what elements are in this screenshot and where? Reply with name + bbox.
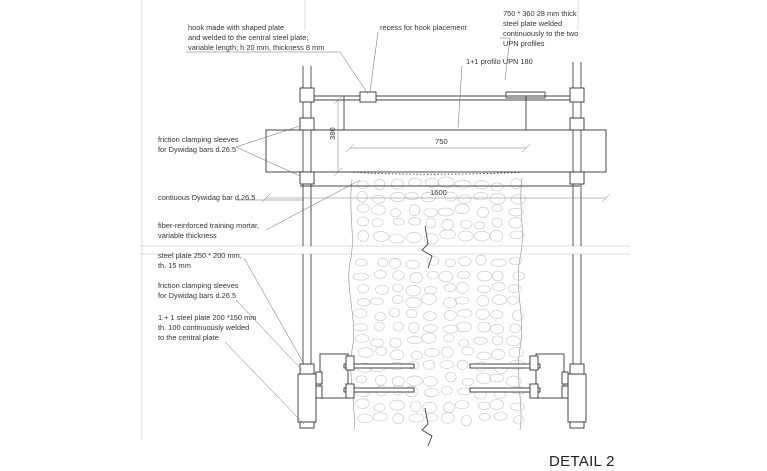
stone — [373, 232, 388, 242]
sleeves-lower-label-line1: friction clamping sleeves — [158, 281, 239, 290]
stone — [375, 285, 388, 294]
stone — [455, 180, 471, 188]
stone — [509, 348, 524, 358]
stone — [422, 294, 437, 305]
stone — [492, 205, 502, 212]
stone — [423, 402, 437, 413]
steel-plate-label-line2: th. 15 mm — [158, 261, 191, 270]
stone — [438, 208, 453, 216]
plate-label-line4: UPN profiles — [503, 39, 545, 48]
small-plate-label-line2: th. 100 continuously welded — [158, 323, 250, 332]
stone — [389, 258, 400, 268]
stone — [358, 181, 369, 189]
stone — [509, 218, 522, 229]
stone — [513, 272, 525, 280]
bottom-anchor-right — [470, 354, 586, 428]
stone — [491, 349, 504, 359]
stone — [354, 309, 367, 318]
plate-label-line1: 750 * 360 28 mm thick — [503, 9, 577, 18]
stone — [490, 324, 503, 333]
labels — [158, 9, 578, 342]
stone — [407, 336, 422, 343]
stone — [390, 192, 405, 202]
stone — [406, 297, 422, 307]
mortar-label-line2: variable thickness — [158, 231, 217, 240]
bar-label: contiuous Dywidag bar d.26.5 — [158, 193, 256, 202]
stone — [462, 378, 474, 385]
stone — [374, 270, 386, 278]
stone — [409, 414, 424, 423]
stone — [490, 400, 504, 410]
stone — [474, 337, 488, 344]
stone — [371, 298, 384, 305]
stone — [442, 413, 455, 424]
recess-label: recess for hook placement — [380, 23, 467, 32]
stone — [374, 404, 385, 412]
stone — [375, 179, 385, 190]
stone — [393, 218, 404, 225]
stone — [489, 374, 504, 382]
stone — [461, 416, 471, 426]
bottom-anchor-left — [298, 354, 414, 428]
stone — [477, 271, 492, 281]
stone — [358, 348, 373, 358]
stone — [356, 399, 369, 409]
stone — [477, 286, 490, 293]
stone — [440, 361, 454, 369]
steel-plate-label-line1: steel plate 250 * 200 mm, — [158, 251, 242, 260]
stone — [477, 373, 491, 384]
stone — [455, 204, 469, 214]
stone — [473, 192, 487, 200]
stone — [459, 340, 469, 347]
stone — [424, 388, 439, 396]
stone — [353, 324, 368, 331]
sleeves-upper-label-line1: friction clamping sleeves — [158, 135, 239, 144]
stone — [511, 195, 525, 205]
stone — [456, 282, 468, 293]
stone — [358, 285, 369, 294]
stone — [477, 207, 488, 217]
profile-label: 1+1 profilo UPN 180 — [466, 57, 533, 66]
hook-label-line3: variable length; h 20 mm, thickness 8 mm — [188, 43, 325, 52]
stone — [491, 183, 504, 191]
stone — [494, 412, 507, 420]
stone — [405, 192, 418, 199]
stone — [422, 333, 436, 343]
stone — [390, 350, 403, 360]
stone — [408, 178, 421, 186]
dim-total-width: 1600 — [430, 188, 447, 197]
stone — [393, 414, 404, 424]
stone — [425, 348, 440, 356]
stone — [357, 191, 367, 202]
stone — [444, 403, 455, 413]
stone — [477, 296, 489, 307]
stone — [392, 179, 404, 189]
stone — [455, 401, 468, 409]
stone — [506, 336, 520, 346]
stone — [406, 309, 417, 318]
stone — [406, 260, 420, 269]
stone — [374, 322, 384, 331]
small-plate-label-line3: to the central plate — [158, 333, 219, 342]
stone — [423, 360, 435, 369]
stone — [445, 284, 456, 292]
stone — [358, 414, 373, 423]
stone — [372, 195, 385, 203]
stone — [478, 322, 490, 332]
plate-label-line3: continuously to the two — [503, 29, 579, 38]
stone — [355, 259, 367, 266]
stone — [373, 413, 388, 421]
stone — [457, 360, 468, 369]
stone — [353, 273, 368, 280]
stone — [378, 258, 388, 267]
stone — [375, 313, 386, 321]
stone — [390, 338, 401, 348]
stone — [492, 336, 503, 345]
stone — [392, 377, 404, 387]
stone — [476, 309, 489, 319]
stone — [476, 255, 486, 265]
stone — [478, 402, 490, 410]
stone — [357, 204, 369, 212]
stone — [512, 311, 523, 321]
stone — [510, 324, 521, 333]
stone — [509, 258, 521, 265]
stone — [426, 218, 436, 228]
stone — [356, 376, 366, 383]
stone — [390, 400, 405, 410]
stone — [356, 335, 369, 343]
stone — [440, 230, 456, 239]
stone — [458, 195, 471, 204]
stone — [423, 377, 437, 387]
stone — [490, 230, 503, 241]
stone — [493, 295, 507, 305]
stone — [459, 231, 474, 241]
stone — [375, 375, 386, 385]
stone — [458, 309, 473, 317]
stone — [372, 219, 383, 227]
stone — [424, 208, 438, 217]
stone — [511, 179, 522, 189]
right-hook — [506, 92, 545, 98]
stone — [492, 218, 502, 227]
stone — [393, 271, 404, 281]
stone — [474, 222, 484, 229]
stone — [371, 205, 385, 215]
stone — [392, 284, 403, 292]
stone — [458, 388, 472, 395]
stone — [492, 271, 503, 281]
stone — [391, 209, 401, 217]
stone — [410, 272, 422, 283]
stone — [424, 312, 437, 321]
stone — [513, 416, 524, 424]
stone — [474, 231, 489, 241]
stone — [444, 310, 456, 320]
detail-title: DETAIL 2 — [549, 453, 615, 470]
stone — [357, 217, 369, 226]
sleeves-upper-label-line2: for Dywidag bars d.26.5 — [158, 145, 237, 154]
stone — [475, 181, 489, 189]
stone — [357, 299, 370, 306]
stone — [439, 271, 453, 282]
stone — [462, 347, 474, 355]
stone — [442, 219, 454, 230]
stone — [508, 285, 521, 293]
dim-plate-width: 750 — [435, 137, 448, 146]
stone — [370, 339, 384, 347]
stone — [441, 387, 452, 395]
stone — [508, 296, 519, 304]
stone — [358, 231, 369, 242]
stone — [441, 347, 453, 358]
stone — [376, 347, 387, 355]
stone — [492, 283, 505, 291]
stone — [428, 271, 439, 279]
stone — [409, 205, 420, 216]
stone — [424, 287, 437, 294]
stone — [490, 311, 503, 319]
stone — [446, 372, 457, 382]
stone — [461, 220, 473, 228]
stone — [443, 298, 456, 309]
small-plate-label-line1: 1 + 1 steel plate 200 *150 mm — [158, 313, 257, 322]
stone — [409, 323, 419, 333]
stone — [456, 322, 471, 332]
stone — [407, 376, 422, 386]
stone — [407, 232, 422, 243]
stone — [393, 322, 403, 331]
mortar-label-line1: fiber-reinforced training mortar, — [158, 221, 260, 230]
left-hook — [360, 92, 376, 102]
stone — [423, 325, 438, 332]
stone — [409, 218, 421, 225]
stone — [392, 295, 403, 303]
stone — [389, 309, 400, 317]
stone — [445, 259, 456, 267]
stone — [444, 334, 454, 342]
stone — [411, 402, 422, 412]
stone — [459, 257, 471, 266]
hook-label-line1: hook made with shaped plate — [188, 23, 285, 32]
stone — [411, 352, 422, 360]
stone — [490, 193, 505, 204]
stone — [477, 352, 492, 360]
stone — [406, 285, 421, 296]
plate-label-line2: steel plate welded — [503, 19, 563, 28]
stone — [491, 259, 506, 266]
stone — [510, 403, 524, 411]
dim-height: 380 — [328, 127, 337, 140]
stone — [458, 271, 470, 279]
stone — [479, 413, 490, 420]
sleeves-lower-label-line2: for Dywidag bars d.26.5 — [158, 291, 237, 300]
stone — [389, 235, 404, 244]
guide-lines — [142, 0, 578, 440]
hook-label-line2: and welded to the central steel plate; — [188, 33, 309, 42]
stone — [455, 297, 469, 304]
stone — [427, 257, 439, 266]
